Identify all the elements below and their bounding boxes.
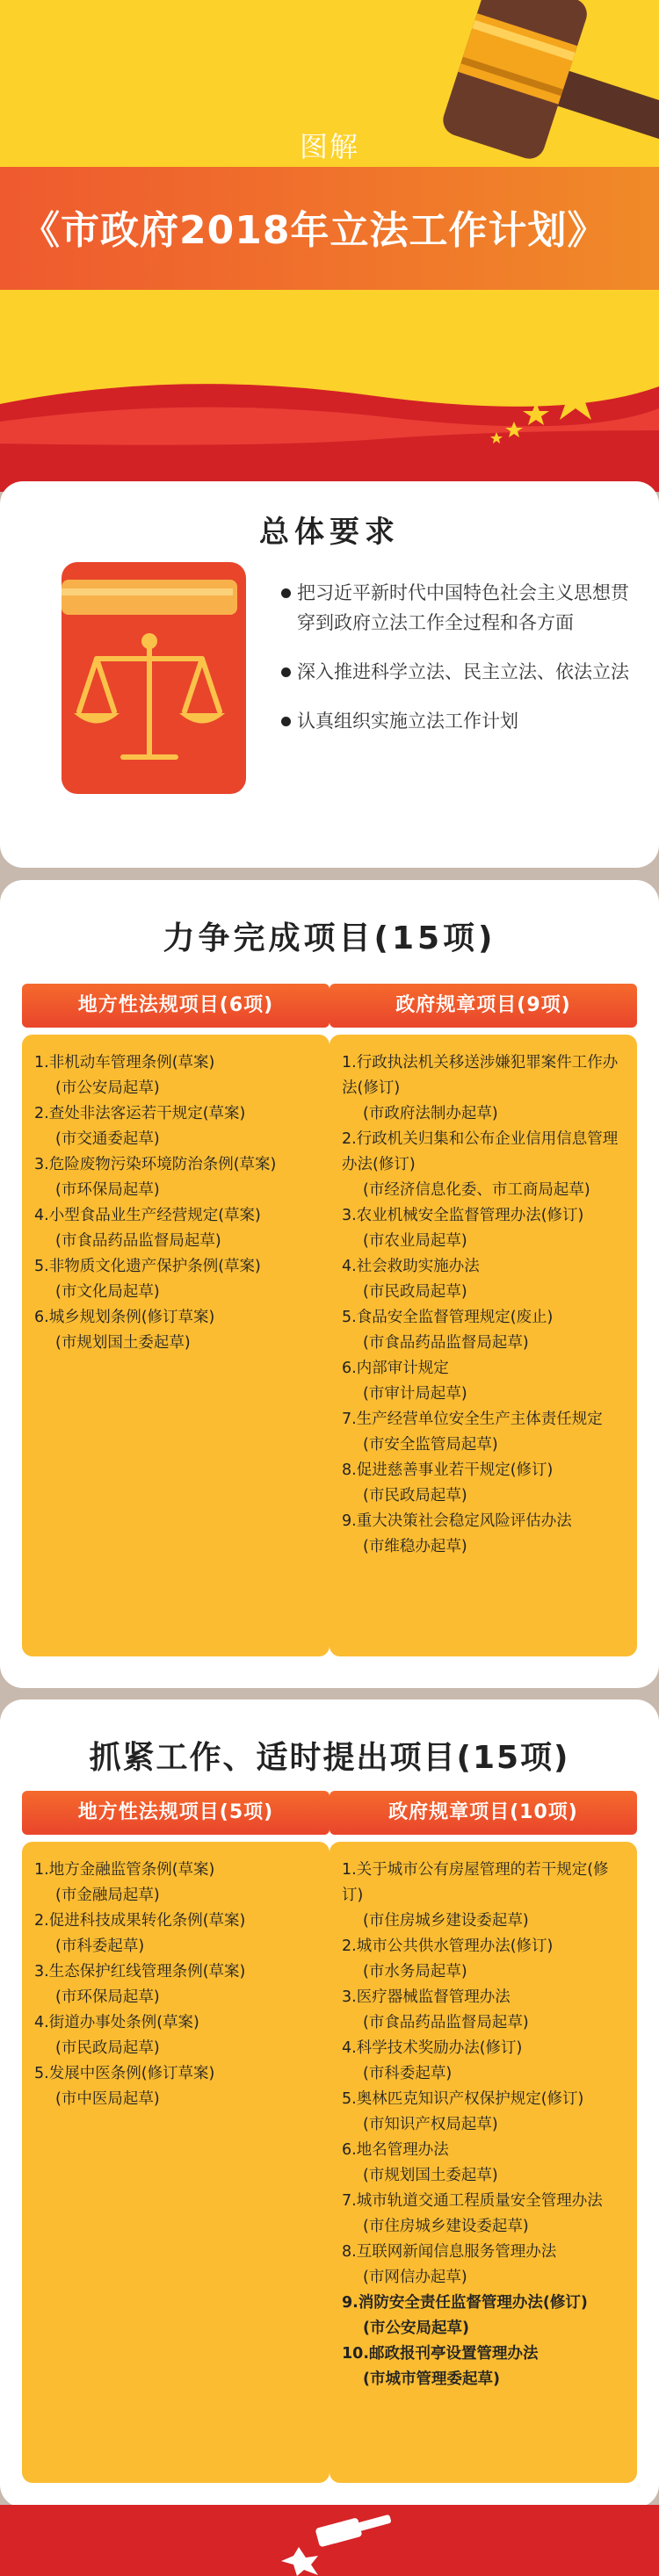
item-org: (市环保局起草) — [55, 1181, 160, 1199]
list-item — [342, 2138, 628, 2189]
item-name: 9.消防安全责任监督管理办法(修订) — [342, 2294, 588, 2312]
item-org: (市城市管理委起草) — [363, 2370, 500, 2388]
requirement-item: 认真组织实施立法工作计划 — [279, 706, 631, 736]
list-item — [342, 1934, 628, 1985]
item-org: (市文化局起草) — [55, 1283, 160, 1301]
item-name: 3.医疗器械监督管理办法 — [342, 1988, 511, 2006]
item-org: (市审计局起草) — [363, 1385, 467, 1403]
item-org: (市住房城乡建设委起草) — [363, 2218, 529, 2235]
item-org: (市住房城乡建设委起草) — [363, 1912, 529, 1930]
footer-band — [0, 2505, 659, 2576]
list-item — [342, 2087, 628, 2138]
local-regulations-list — [22, 1035, 330, 1656]
item-name: 4.科学技术奖励办法(修订) — [342, 2039, 523, 2057]
item-name: 7.生产经营单位安全生产主体责任规定 — [342, 1411, 603, 1428]
list-item — [34, 1959, 321, 2010]
requirement-item: 深入推进科学立法、民主立法、依法立法 — [279, 657, 631, 687]
item-org: (市公安局起草) — [363, 2320, 469, 2337]
list-item — [342, 1407, 628, 1458]
list-item — [34, 1101, 321, 1152]
item-org: (市食品药品监督局起草) — [363, 1334, 529, 1352]
list-item — [34, 1909, 321, 1959]
list-item — [342, 1254, 628, 1305]
item-name: 2.查处非法客运若干规定(草案) — [34, 1105, 246, 1122]
timely-projects-card — [0, 1699, 659, 2507]
item-org: (市农业局起草) — [363, 1232, 467, 1250]
list-item — [34, 1305, 321, 1356]
list-item — [342, 1858, 628, 1934]
list-item — [342, 2189, 628, 2240]
item-org: (市水务局起草) — [363, 1963, 467, 1981]
item-name: 5.发展中医条例(修订草案) — [34, 2065, 215, 2082]
hero-banner — [0, 0, 659, 492]
item-org: (市知识产权局起草) — [363, 2116, 498, 2133]
flag-ribbon — [0, 369, 659, 492]
item-name: 7.城市轨道交通工程质量安全管理办法 — [342, 2192, 603, 2210]
government-rules-header: 政府规章项目(9项) — [330, 984, 637, 1028]
item-org: (市科委起草) — [363, 2065, 453, 2082]
item-org: (市经济信息化委、市工商局起草) — [363, 1181, 590, 1199]
government-rules-header: 政府规章项目(10项) — [330, 1791, 637, 1835]
list-item — [34, 1858, 321, 1909]
item-org: (市民政局起草) — [55, 2039, 160, 2057]
item-org: (市规划国土委起草) — [55, 1334, 191, 1352]
item-name: 8.互联网新闻信息服务管理办法 — [342, 2243, 557, 2261]
local-regulations-header: 地方性法规项目(6项) — [22, 984, 330, 1028]
local-regulations-header: 地方性法规项目(5项) — [22, 1791, 330, 1835]
item-name: 5.食品安全监督管理规定(废止) — [342, 1309, 554, 1326]
law-book-icon — [62, 562, 246, 794]
item-org: (市政府法制办起草) — [363, 1105, 498, 1122]
item-org: (市网信办起草) — [363, 2269, 467, 2286]
list-item — [342, 2036, 628, 2087]
item-org: (市规划国土委起草) — [363, 2167, 498, 2184]
local-regulations-list — [22, 1842, 330, 2483]
list-item — [34, 2010, 321, 2061]
item-name: 3.危险废物污染环境防治条例(草案) — [34, 1156, 277, 1173]
item-name: 5.非物质文化遗产保护条例(草案) — [34, 1258, 261, 1275]
item-name: 1.非机动车管理条例(草案) — [34, 1054, 215, 1072]
government-rules-list — [330, 1035, 637, 1656]
item-name: 1.行政执法机关移送涉嫌犯罪案件工作办法(修订) — [342, 1054, 619, 1097]
list-item — [34, 1152, 321, 1203]
item-name: 8.促进慈善事业若干规定(修订) — [342, 1461, 554, 1479]
complete-projects-card — [0, 880, 659, 1688]
item-name: 3.生态保护红线管理条例(草案) — [34, 1963, 246, 1981]
item-org: (市环保局起草) — [55, 1988, 160, 2006]
requirement-list — [279, 578, 631, 755]
section-heading: 总体要求 — [259, 515, 400, 550]
item-org: (市科委起草) — [55, 1937, 145, 1955]
list-item — [342, 2240, 628, 2291]
item-org: (市维稳办起草) — [363, 1538, 467, 1555]
item-org: (市民政局起草) — [363, 1283, 467, 1301]
item-org: (市民政局起草) — [363, 1487, 467, 1504]
item-name: 10.邮政报刊亭设置管理办法 — [342, 2345, 539, 2363]
item-name: 4.街道办事处条例(草案) — [34, 2014, 199, 2031]
item-org: (市交通委起草) — [55, 1130, 160, 1148]
item-org: (市中医局起草) — [55, 2090, 160, 2108]
list-item — [342, 2291, 628, 2341]
item-name: 4.小型食品业生产经营规定(草案) — [34, 1207, 261, 1224]
list-item — [342, 1127, 628, 1203]
gavel-icon — [264, 2512, 395, 2576]
list-item — [342, 1356, 628, 1407]
item-org: (市食品药品监督局起草) — [363, 2014, 529, 2031]
item-name: 1.地方金融监管条例(草案) — [34, 1861, 215, 1879]
item-name: 6.内部审计规定 — [342, 1360, 449, 1377]
section-heading: 抓紧工作、适时提出项目(15项) — [89, 1740, 570, 1776]
list-item — [342, 1203, 628, 1254]
hero-subtitle: 图解 — [299, 130, 359, 163]
item-name: 4.社会救助实施办法 — [342, 1258, 480, 1275]
overall-requirements-card — [0, 481, 659, 868]
item-org: (市金融局起草) — [55, 1887, 160, 1904]
list-item — [342, 1985, 628, 2036]
government-rules-list — [330, 1842, 637, 2483]
item-name: 3.农业机械安全监督管理办法(修订) — [342, 1207, 584, 1224]
list-item — [342, 2341, 628, 2392]
list-item — [34, 1050, 321, 1101]
item-org: (市食品药品监督局起草) — [55, 1232, 221, 1250]
item-org: (市安全监管局起草) — [363, 1436, 498, 1454]
item-name: 2.城市公共供水管理办法(修订) — [342, 1937, 554, 1955]
list-item — [34, 1203, 321, 1254]
item-name: 5.奥林匹克知识产权保护规定(修订) — [342, 2090, 584, 2108]
list-item — [342, 1458, 628, 1509]
list-item — [342, 1050, 628, 1127]
item-name: 2.行政机关归集和公布企业信用信息管理办法(修订) — [342, 1130, 619, 1173]
item-name: 1.关于城市公有房屋管理的若干规定(修订) — [342, 1861, 609, 1904]
list-item — [342, 1509, 628, 1560]
item-name: 6.城乡规划条例(修订草案) — [34, 1309, 215, 1326]
item-name: 9.重大决策社会稳定风险评估办法 — [342, 1512, 572, 1530]
item-name: 2.促进科技成果转化条例(草案) — [34, 1912, 246, 1930]
requirement-item: 把习近平新时代中国特色社会主义思想贯穿到政府立法工作全过程和各方面 — [279, 578, 631, 638]
list-item — [342, 1305, 628, 1356]
item-name: 6.地名管理办法 — [342, 2141, 449, 2159]
item-org: (市公安局起草) — [55, 1079, 160, 1097]
section-heading: 力争完成项目(15项) — [163, 920, 496, 956]
page-title: 《市政府2018年立法工作计划》 — [21, 208, 607, 253]
list-item — [34, 1254, 321, 1305]
list-item — [34, 2061, 321, 2112]
